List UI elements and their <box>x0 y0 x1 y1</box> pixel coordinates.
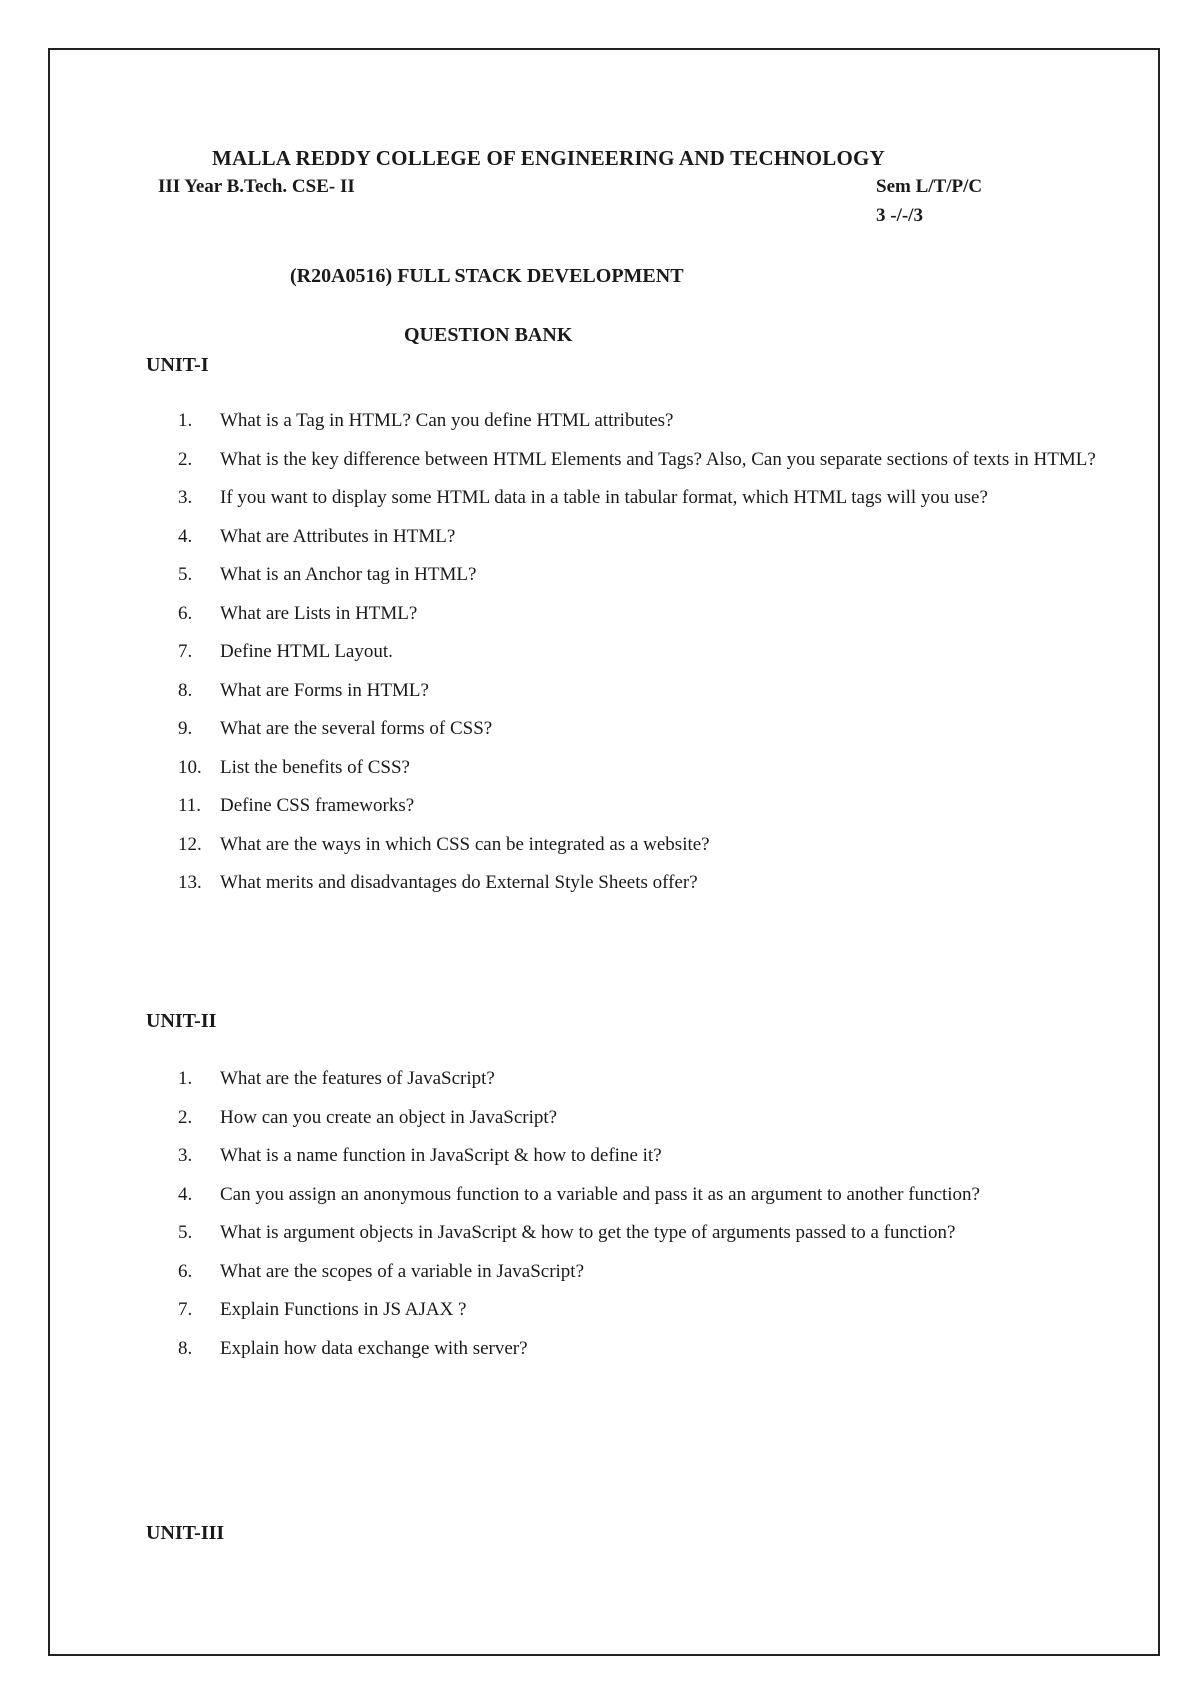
question-item: 1. What are the features of JavaScript? <box>178 1068 495 1089</box>
question-item: 12. What are the ways in which CSS can be integrated as a website? <box>178 833 710 855</box>
question-item: 2. How can you create an object in JavaScript? <box>178 1106 558 1128</box>
question-list <box>146 1060 1116 1368</box>
college-name: MALLA REDDY COLLEGE OF ENGINEERING AND TECHNOLOGY <box>212 146 885 170</box>
question-item: 7. Define HTML Layout. <box>178 641 393 662</box>
question-item: 5. What is argument objects in JavaScript & how to get the type of arguments passed to a function? <box>178 1222 956 1243</box>
question-item: 5. What is an Anchor tag in HTML? <box>178 564 477 585</box>
credits-value: 3 -/-/3 <box>876 205 923 226</box>
question-item: 6. What are the scopes of a variable in JavaScript? <box>178 1260 585 1282</box>
question-item: 13. What merits and disadvantages do External Style Sheets offer? <box>178 872 698 893</box>
question-item: 7. Explain Functions in JS AJAX ? <box>178 1299 467 1320</box>
question-item: 9. What are the several forms of CSS? <box>178 718 493 739</box>
sem-ltpc-label: Sem L/T/P/C <box>876 176 983 197</box>
document-title: QUESTION BANK <box>404 324 573 346</box>
question-item: 4. What are Attributes in HTML? <box>178 525 456 547</box>
question-item: 3. If you want to display some HTML data in a table in tabular format, which HTML tags will you use? <box>178 487 988 508</box>
question-item: 10. List the benefits of CSS? <box>178 756 410 778</box>
unit-heading: UNIT-II <box>146 1010 217 1032</box>
question-item: 2. What is the key difference between HTML Elements and Tags? Also, Can you separate sections of texts in HTML? <box>178 448 1096 470</box>
question-item: 11. Define CSS frameworks? <box>178 795 415 816</box>
question-list <box>146 402 1116 903</box>
question-item: 8. Explain how data exchange with server? <box>178 1337 528 1359</box>
question-item: 3. What is a name function in JavaScript & how to define it? <box>178 1145 662 1166</box>
question-item: 6. What are Lists in HTML? <box>178 602 418 624</box>
unit-heading: UNIT-III <box>146 1522 225 1544</box>
question-item: 4. Can you assign an anonymous function to a variable and pass it as an argument to another function? <box>178 1183 980 1205</box>
unit-heading: UNIT-I <box>146 354 209 376</box>
subject-title: (R20A0516) FULL STACK DEVELOPMENT <box>290 265 684 287</box>
year-branch: III Year B.Tech. CSE- II <box>158 176 355 197</box>
question-item: 8. What are Forms in HTML? <box>178 679 429 701</box>
question-item: 1. What is a Tag in HTML? Can you define HTML attributes? <box>178 410 674 431</box>
